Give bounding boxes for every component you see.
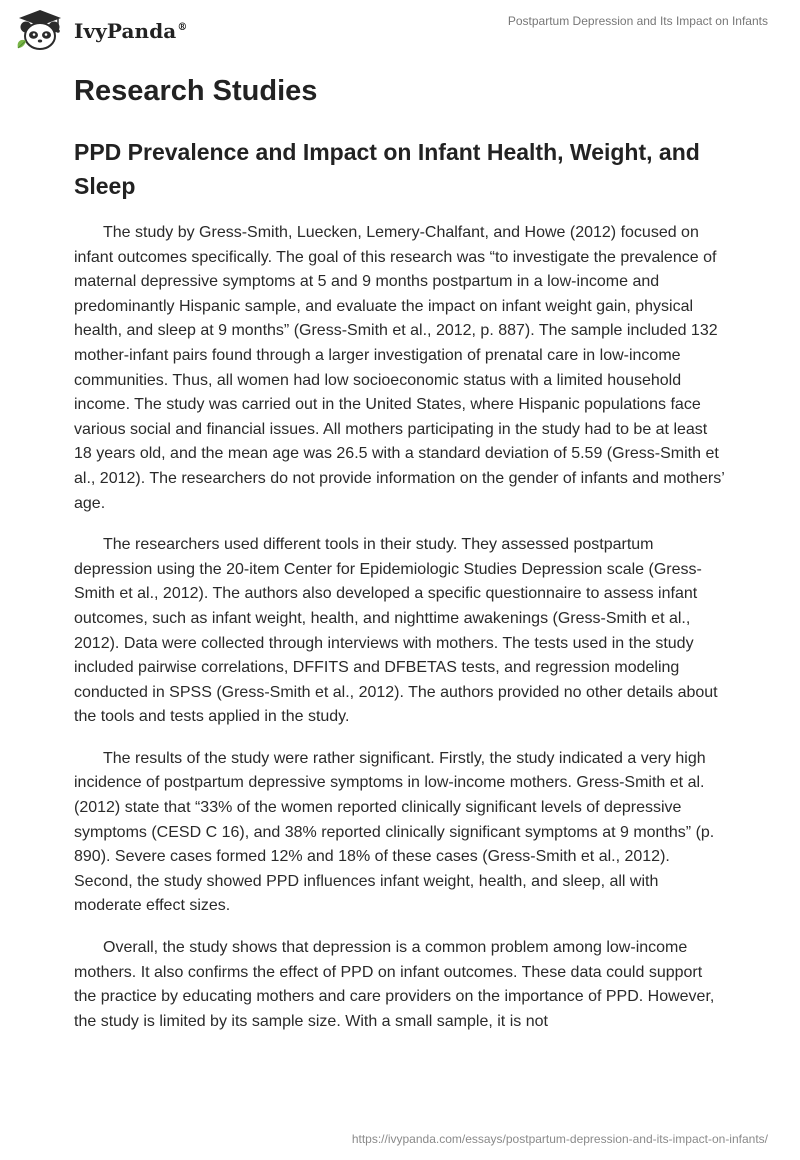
section-heading: Research Studies	[74, 75, 318, 107]
ivypanda-logo[interactable]	[14, 8, 187, 52]
page-header	[0, 0, 800, 60]
paragraph: The study by Gress-Smith, Luecken, Lemery-Chalfant, and Howe (2012) focused on infant outcomes specifically. The goal of this research was “to investigate the prevalence of maternal depressive symptoms at 5 and 9 months postpartum in a low-income and predominantly Hispanic sample, and evaluate the impact on infant weight gain, physical health, and sleep at 9 months” (Gress-Smith et al., 2012, p. 887). The sample included 132 mother-infant pairs found through a larger investigation of prenatal care in low-income communities. Thus, all women had low socioeconomic status with a limited household income. The study was carried out in the United States, where Hispanic populations face various social and financial issues. All mothers participating in the study had to be at least 18 years old, and the mean age was 26.5 with a standard deviation of 5.59 (Gress-Smith et al., 2012). The researchers do not provide information on the gender of infants and mothers’ age.	[74, 224, 725, 512]
registered-mark: ®	[177, 22, 188, 34]
subsection-heading: PPD Prevalence and Impact on Infant Health, Weight, and Sleep	[74, 139, 700, 199]
paragraph: The results of the study were rather significant. Firstly, the study indicated a very high incidence of postpartum depressive symptoms in low-income mothers. Gress-Smith et al. (2012) state that “33% of the women reported clinically significant levels of depressive symptoms (CESD C 16), and 38% reported clinically significant symptoms at 9 months” (p. 890). Severe cases formed 12% and 18% of these cases (Gress-Smith et al., 2012). Second, the study showed PPD influences infant weight, health, and sleep, all with moderate effect sizes.	[74, 749, 715, 915]
source-url[interactable]: https://ivypanda.com/essays/postpartum-depression-and-its-impact-on-infants/	[351, 1132, 768, 1146]
panda-graduate-icon	[14, 8, 66, 52]
document-title: Postpartum Depression and Its Impact on Infants	[507, 14, 768, 28]
article-body	[74, 74, 726, 1034]
paragraph: Overall, the study shows that depression is a common problem among low-income mothers. It also confirms the effect of PPD on infant outcomes. These data could support the practice by educating mothers and care providers on the importance of PPD. However, the study is limited by its sample size. With a small sample, it is not	[74, 939, 715, 1030]
brand-name	[74, 19, 187, 43]
paragraph: The researchers used different tools in their study. They assessed postpartum depression using the 20-item Center for Epidemiologic Studies Depression scale (Gress-Smith et al., 2012). The authors also developed a specific questionnaire to assess infant outcomes, such as infant weight, health, and nighttime awakenings (Gress-Smith et al., 2012). Data were collected through interviews with mothers. The tests used in the study included pairwise correlations, DFFITS and DFBETAS tests, and regression modeling conducted in SPSS (Gress-Smith et al., 2012). The authors provided no other details about the tools and tests applied in the study.	[74, 536, 718, 726]
brand-text: IvyPanda	[74, 19, 177, 43]
